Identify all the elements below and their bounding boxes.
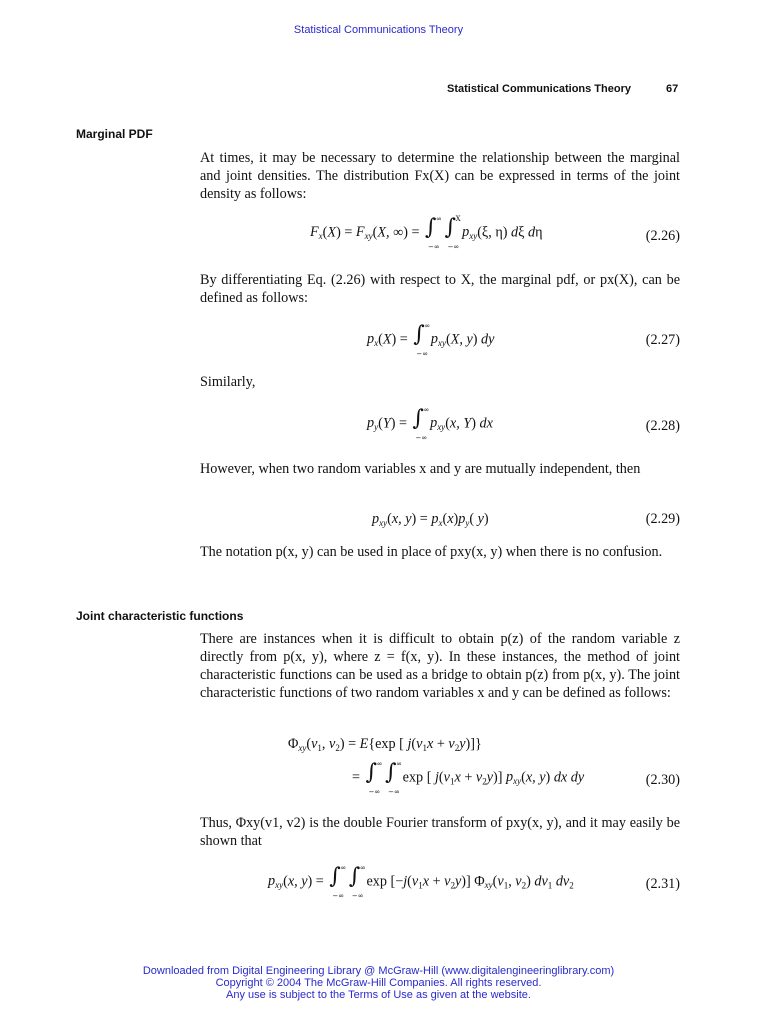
equation-number-2-29: (2.29) [645, 511, 680, 527]
top-header-link[interactable]: Statistical Communications Theory [293, 24, 464, 36]
section-heading-marginal-pdf: Marginal PDF [76, 127, 153, 141]
paragraph-similarly: Similarly, [200, 374, 256, 390]
paragraph-notation: The notation p(x, y) can be used in place of pxy(x, y) when there is no confusion. [200, 544, 663, 560]
paragraph-marginal-intro: At times, it may be necessary to determine the relationship between the marginal and joint densities. The distribution Fx(X) can be expressed in terms of the joint density as follows: [200, 150, 680, 202]
paragraph-fourier: Thus, Φxy(v1, v2) is the double Fourier transform of pxy(x, y), and it may easily be shown that [200, 815, 680, 849]
equation-2-30-line2: = ∫ ∞ −∞ ∫ ∞ −∞ exp [ $j(v_1x + v_2y)$] $p_{xy}(x$, y) dx dy [352, 760, 585, 796]
equation-number-2-27: (2.27) [645, 332, 680, 348]
equation-number-2-31: (2.31) [645, 876, 680, 892]
equation-2-30-line1: $\Phi_{xy}(v_1$, $v_2) = E\{\exp$ [ $j(v_1x + v_2y)$]} [288, 736, 482, 753]
equation-number-2-30: (2.30) [645, 772, 680, 788]
paragraph-joint-intro: There are instances when it is difficult to obtain p(z) of the random variable z directly from p(x, y), where z = f(x, y). In these instances, the method of joint characteristic functions can be used as a bridge to obtain p(z) from p(x, y). The joint characteristic functions of two random variables x and y can be defined as follows: [200, 631, 680, 701]
paragraph-differentiating: By differentiating Eq. (2.26) with respect to X, the marginal pdf, or px(X), can be defined as follows: [200, 272, 680, 306]
running-title: Statistical Communications Theory [447, 83, 631, 95]
paragraph-independent: However, when two random variables x and y are mutually independent, then [200, 461, 641, 477]
footer-copyright: Copyright © 2004 The McGraw-Hill Companies. All rights reserved. [215, 977, 542, 989]
footer-download-link[interactable]: Downloaded from Digital Engineering Library @ McGraw-Hill (www.digitalengineeringlibrary.com) [142, 965, 615, 977]
page-number: 67 [666, 83, 679, 95]
section-heading-joint-characteristic: Joint characteristic functions [76, 609, 244, 623]
equation-2-29: $p_{xy}(x$, $y) = p_x(x)p_y$( y) [372, 511, 489, 528]
equation-2-31: $p_{xy}(x$, y) = ∫ ∞ −∞ ∫ ∞ −∞ $\exp [-j(v_1x + v_2y)]$ $\Phi_{xy}(v_1$, $v_2$) $dv_1$ $dv_2$ [268, 864, 574, 900]
equation-2-27: $p_x(X)$ = ∫ ∞ −∞ $p_{xy}(X$, y) dy [367, 322, 495, 358]
equation-2-28: $p_y(Y)$ = ∫ ∞ −∞ $p_{xy}(x$, Y) dx [367, 406, 493, 442]
footer-terms: Any use is subject to the Terms of Use as given at the website. [226, 989, 531, 1001]
equation-2-26: $F_x(X) = F_{xy}(X$, ∞) = ∫ ∞ −∞ ∫ X −∞ $p_{xy}(\xi$, η) dξ dη [310, 215, 543, 251]
equation-number-2-26: (2.26) [645, 228, 680, 244]
equation-number-2-28: (2.28) [645, 418, 680, 434]
footer-notice [0, 965, 757, 1001]
